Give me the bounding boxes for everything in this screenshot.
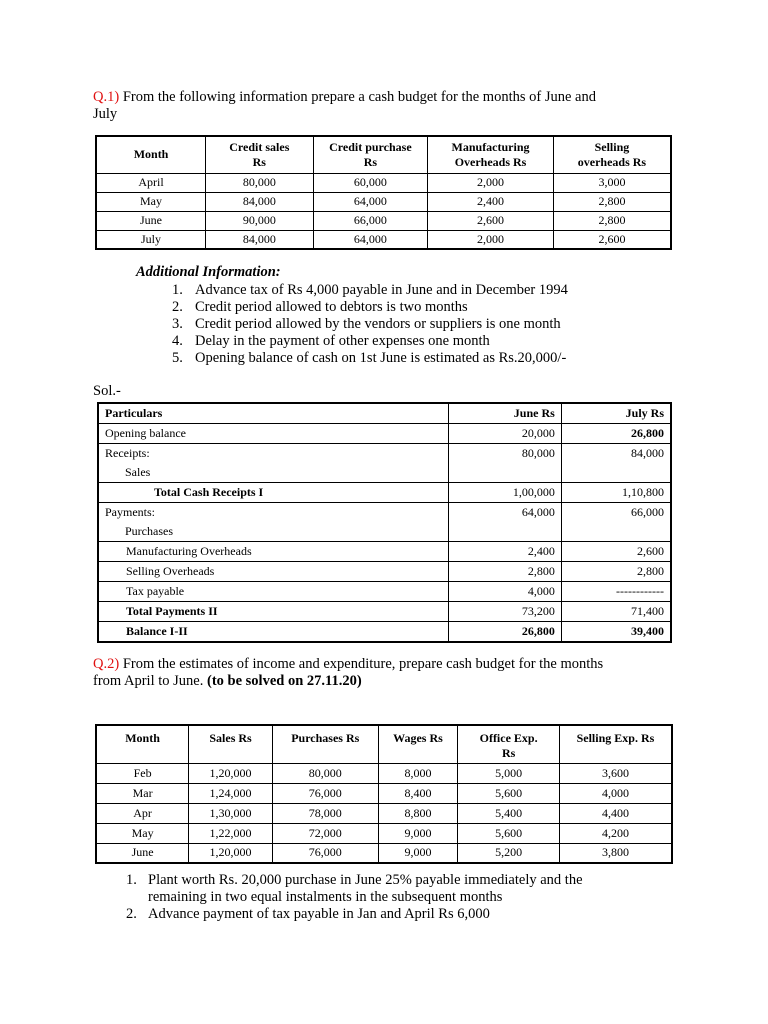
q1-header-mfg-overheads: Manufacturing Overheads Rs [428,136,554,173]
q1-text-line2: July [93,106,118,122]
table-cell: 84,000 [206,192,314,211]
q2-header-row [96,725,672,763]
q2-text-line2: from April to June. [93,673,207,689]
table-cell: 64,000 [313,230,428,249]
table-cell: June [96,211,206,230]
table-row [96,211,671,230]
june-value: 2,800 [449,562,562,582]
row-label: Manufacturing Overheads [98,542,449,562]
q1-header-credit-sales: Credit sales Rs [206,136,314,173]
q1-question [93,89,596,123]
table-row [98,562,671,582]
table-cell: 4,000 [559,783,672,803]
q2-header-month: Month [96,725,189,763]
q2-header-wages: Wages Rs [378,725,458,763]
table-row [96,173,671,192]
table-cell: 78,000 [272,803,378,823]
table-cell: Feb [96,763,189,783]
table-cell: 4,200 [559,823,672,843]
q2-header-sales: Sales Rs [189,725,273,763]
table-cell: 8,800 [378,803,458,823]
table-row [98,444,671,483]
table-cell: 2,800 [553,211,671,230]
list-item: 5. Opening balance of cash on 1st June is estimated as Rs.20,000/- [172,350,567,366]
table-cell: 5,600 [458,823,560,843]
list-item: 1. Advance tax of Rs 4,000 payable in June and in December 1994 [172,282,568,298]
header-particulars: Particulars [98,403,449,424]
table-cell: 3,000 [553,173,671,192]
table-cell: 9,000 [378,823,458,843]
table-cell: May [96,823,189,843]
table-cell: 76,000 [272,783,378,803]
q2-header-selling-exp: Selling Exp. Rs [559,725,672,763]
header-june: June Rs [449,403,562,424]
table-cell: 1,20,000 [189,763,273,783]
list-item: 3. Credit period allowed by the vendors or suppliers is one month [172,316,561,332]
table-cell: 76,000 [272,843,378,863]
row-label: Total Cash Receipts I [98,483,449,503]
july-value: 2,800 [561,562,671,582]
list-item: 2. Advance payment of tax payable in Jan and April Rs 6,000 [126,906,490,922]
q2-question [93,656,603,690]
july-value: 84,000 [561,444,671,483]
table-cell: 2,600 [553,230,671,249]
table-cell: May [96,192,206,211]
table-row [96,192,671,211]
table-row [98,622,671,643]
table-cell: 60,000 [313,173,428,192]
q2-text-line1: From the estimates of income and expenditure, prepare cash budget for the months [119,656,604,672]
list-item: 2. Credit period allowed to debtors is two months [172,299,468,315]
table-cell: 80,000 [206,173,314,192]
q2-number: Q.2) [93,656,120,672]
additional-info-list [172,282,568,367]
july-value: 39,400 [561,622,671,643]
july-value: 26,800 [561,424,671,444]
row-label: Balance I-II [98,622,449,643]
q1-number: Q.1) [93,89,120,105]
table-cell: 5,600 [458,783,560,803]
row-label: Selling Overheads [98,562,449,582]
table-cell: 2,000 [428,173,554,192]
row-label: Total Payments II [98,602,449,622]
q2-header-office-exp: Office Exp. Rs [458,725,560,763]
table-cell: 72,000 [272,823,378,843]
q1-header-selling-overheads: Selling overheads Rs [553,136,671,173]
table-cell: 5,400 [458,803,560,823]
june-value: 80,000 [449,444,562,483]
july-value: 2,600 [561,542,671,562]
table-cell: Apr [96,803,189,823]
june-value: 20,000 [449,424,562,444]
q2-header-purchases: Purchases Rs [272,725,378,763]
table-cell: April [96,173,206,192]
table-cell: 64,000 [313,192,428,211]
table-cell: 8,400 [378,783,458,803]
additional-info-title: Additional Information: [136,264,281,280]
table-cell: 4,400 [559,803,672,823]
july-value: 71,400 [561,602,671,622]
table-row [98,582,671,602]
table-cell: Mar [96,783,189,803]
table-cell: 9,000 [378,843,458,863]
table-cell: 1,22,000 [189,823,273,843]
row-label: Receipts: Sales [98,444,449,483]
table-cell: 3,800 [559,843,672,863]
table-cell: 90,000 [206,211,314,230]
june-value: 26,800 [449,622,562,643]
june-value: 4,000 [449,582,562,602]
row-label: Opening balance [98,424,449,444]
list-item: 1. Plant worth Rs. 20,000 purchase in June 25% payable immediately and the remaining in two equal instalments in the subsequent months [126,872,583,905]
q1-text-line1: From the following information prepare a cash budget for the months of June and [119,89,596,105]
july-value: 66,000 [561,503,671,542]
table-cell: 3,600 [559,763,672,783]
july-value: ------------ [561,582,671,602]
table-cell: 1,20,000 [189,843,273,863]
table-cell: 80,000 [272,763,378,783]
table-row [98,403,671,424]
q2-text-bold: (to be solved on 27.11.20) [206,673,362,689]
june-value: 73,200 [449,602,562,622]
q1-header-month: Month [96,136,206,173]
q2-notes-list [126,872,686,923]
table-cell: 5,200 [458,843,560,863]
table-cell: 84,000 [206,230,314,249]
table-cell: 2,600 [428,211,554,230]
table-row [96,763,672,783]
table-row [98,483,671,503]
table-cell: 2,400 [428,192,554,211]
row-label: Payments: Purchases [98,503,449,542]
header-july: July Rs [561,403,671,424]
june-value: 1,00,000 [449,483,562,503]
table-cell: June [96,843,189,863]
solution-table [97,402,672,643]
table-row [96,823,672,843]
table-cell: 1,30,000 [189,803,273,823]
table-row [96,843,672,863]
table-row [98,503,671,542]
table-row [98,424,671,444]
row-label: Tax payable [98,582,449,602]
q2-data-table [95,724,673,864]
q1-data-table [95,135,672,250]
july-value: 1,10,800 [561,483,671,503]
table-row [98,542,671,562]
table-cell: 8,000 [378,763,458,783]
list-item: 4. Delay in the payment of other expenses one month [172,333,490,349]
table-row [98,602,671,622]
table-row [96,783,672,803]
solution-label: Sol.- [93,383,121,399]
table-cell: 5,000 [458,763,560,783]
q1-header-credit-purchase: Credit purchase Rs [313,136,428,173]
june-value: 2,400 [449,542,562,562]
table-cell: July [96,230,206,249]
table-cell: 2,800 [553,192,671,211]
table-cell: 1,24,000 [189,783,273,803]
table-cell: 66,000 [313,211,428,230]
table-row [96,803,672,823]
table-row [96,230,671,249]
q1-header-row [96,136,671,173]
june-value: 64,000 [449,503,562,542]
table-cell: 2,000 [428,230,554,249]
